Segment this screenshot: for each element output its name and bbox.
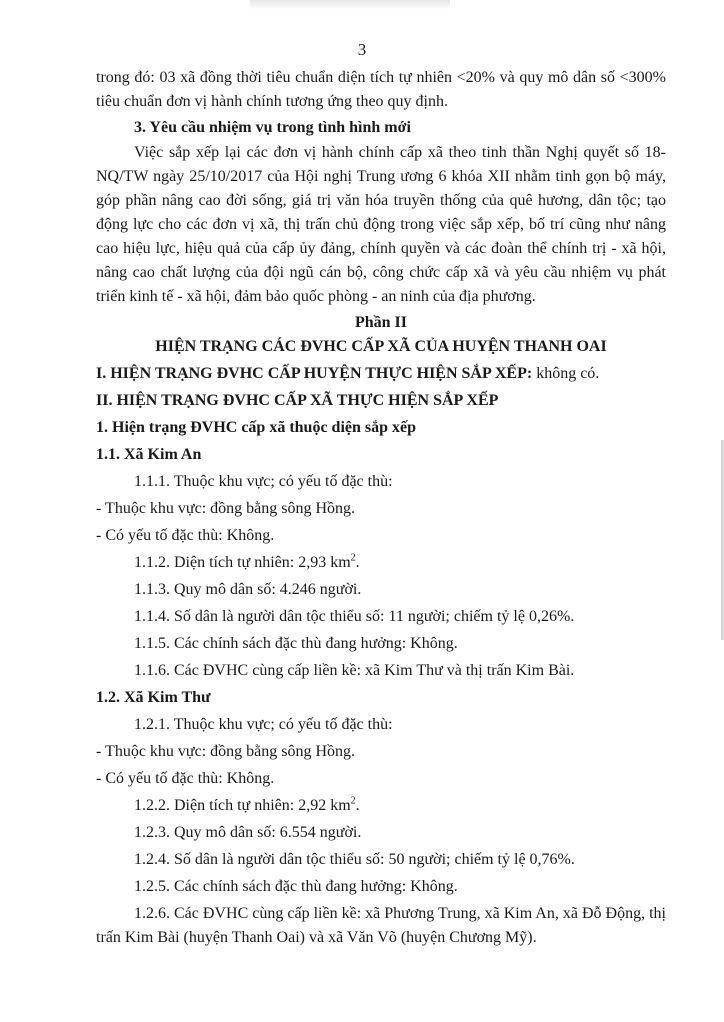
commune-2-policy: 1.2.5. Các chính sách đặc thù đang hưởng: Không. (134, 878, 458, 895)
commune-2-area-sup: 2 (350, 795, 356, 807)
commune-1-population: 1.1.3. Quy mô dân số: 4.246 người. (134, 581, 362, 598)
commune-1-area-end: . (355, 554, 360, 571)
commune-2-line-1a: - Thuộc khu vực: đồng bằng sông Hồng. (96, 743, 356, 760)
commune-2-population: 1.2.3. Quy mô dân số: 6.554 người. (134, 824, 362, 841)
heading-I-label: I. HIỆN TRẠNG ĐVHC CẤP HUYỆN THỰC HIỆN SẮP XẾP: (96, 365, 533, 382)
commune-2-area-end: . (355, 797, 360, 814)
heading-II: II. HIỆN TRẠNG ĐVHC CẤP XÃ THỰC HIỆN SẮP XẾP (96, 392, 499, 409)
commune-2-heading: 1.2. Xã Kim Thư (96, 689, 211, 706)
commune-1-neighbors: 1.1.6. Các ĐVHC cùng cấp liền kề: xã Kim Thư và thị trấn Kim Bài. (134, 662, 575, 679)
commune-1-line-1a: - Thuộc khu vực: đồng bằng sông Hồng. (96, 500, 356, 517)
heading-I-value: không có. (532, 365, 600, 382)
commune-1-line-1: 1.1.1. Thuộc khu vực; có yếu tố đặc thù: (134, 473, 393, 490)
section-3-heading: 3. Yêu cầu nhiệm vụ trong tình hình mới (134, 119, 411, 136)
commune-2-line-1: 1.2.1. Thuộc khu vực; có yếu tố đặc thù: (134, 716, 393, 733)
commune-1-area-sup: 2 (350, 552, 356, 564)
section-3-body: Việc sắp xếp lại các đơn vị hành chính cấp xã theo tinh thần Nghị quyết số 18-NQ/TW ngày 25/10/2017 của Hội nghị Trung ương 6 khóa XII nhằm tinh gọn bộ máy, góp phần nâng cao đời sống, giá trị văn hóa truyền thống của quê hương, dân tộc; tạo động lực cho các đơn vị xã, thị trấn chủ động trong việc sắp xếp, bố trí cũng như nâng cao hiệu lực, hiệu quả của cấp ủy đảng, chính quyền và các đoàn thể chính trị - xã hội, nâng cao chất lượng của đội ngũ cán bộ, công chức cấp xã và yêu cầu nhiệm vụ phát triển kinh tế - xã hội, đảm bảo quốc phòng - an ninh của địa phương. (96, 144, 666, 305)
part-title: HIỆN TRẠNG CÁC ĐVHC CẤP XÃ CỦA HUYỆN THANH OAI (155, 338, 607, 355)
commune-1-heading: 1.1. Xã Kim An (96, 446, 202, 463)
document-body (96, 66, 666, 950)
page-number: 3 (357, 40, 367, 59)
intro-paragraph: trong đó: 03 xã đồng thời tiêu chuẩn diện tích tự nhiên <20% và quy mô dân số <300% tiêu chuẩn đơn vị hành chính tương ứng theo quy định. (96, 69, 666, 110)
commune-2-ethnic: 1.2.4. Số dân là người dân tộc thiểu số: 50 người; chiếm tỷ lệ 0,76%. (134, 851, 575, 868)
commune-1-area (96, 551, 666, 575)
commune-2-neighbors: 1.2.6. Các ĐVHC cùng cấp liền kề: xã Phương Trung, xã Kim An, xã Đỗ Động, thị trấn Kim Bài (huyện Thanh Oai) và xã Văn Võ (huyện Chương Mỹ). (96, 905, 666, 946)
commune-2-area-text: 1.2.2. Diện tích tự nhiên: 2,92 km (134, 797, 351, 814)
heading-1: 1. Hiện trạng ĐVHC cấp xã thuộc diện sắp xếp (96, 419, 417, 436)
commune-2-line-1b: - Có yếu tố đặc thù: Không. (96, 770, 275, 787)
commune-1-line-1b: - Có yếu tố đặc thù: Không. (96, 527, 275, 544)
scan-shadow (250, 0, 450, 10)
commune-1-ethnic: 1.1.4. Số dân là người dân tộc thiểu số: 11 người; chiếm tỷ lệ 0,26%. (134, 608, 575, 625)
commune-2-area (96, 794, 666, 818)
commune-1-policy: 1.1.5. Các chính sách đặc thù đang hưởng: Không. (134, 635, 458, 652)
commune-1-area-text: 1.1.2. Diện tích tự nhiên: 2,93 km (134, 554, 351, 571)
heading-I (96, 362, 666, 386)
part-label: Phần II (354, 314, 408, 331)
